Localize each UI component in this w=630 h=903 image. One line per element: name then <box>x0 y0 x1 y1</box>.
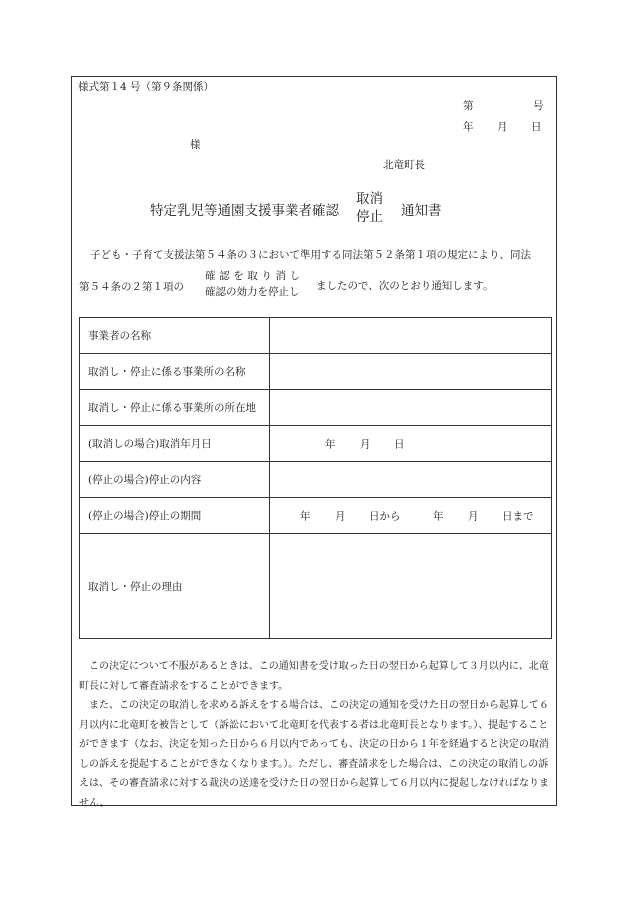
table-row <box>80 354 552 390</box>
start-month-label: 月 <box>335 510 346 522</box>
start-year-label: 年 <box>300 510 311 522</box>
suspension-period-field[interactable] <box>270 498 552 534</box>
details-table <box>79 317 552 639</box>
body-paragraph-line2-prefix: 第５４条の２第１項の <box>79 281 184 293</box>
row-label: (停止の場合)停止の期間 <box>80 498 270 534</box>
body-paragraph-line2-suffix: ましたので、次のとおり通知します。 <box>316 280 494 292</box>
end-year-label: 年 <box>433 510 444 522</box>
table-row <box>80 426 552 462</box>
document-title: 特定乳児等通園支援事業者確認 <box>150 203 339 219</box>
notice-paragraph-2: また、この決定の取消しを求める訴えをする場合は、この決定の通知を受けた日の翌日から起算して６月以内に北竜町を被告として（訴訟において北竜町を代表する者は北竜町長となります。）、提起することができます（なお、決定を知った日から６月以内であっても、決定の日から１年を経過すると決定の取消しの訴えを提起することができなくなります。）。ただし、審査請求をした場合は、この決定の取消しの訴えは、その審査請求に対する裁決の送達を受けた日の翌日から起算して６月以内に提起しなければなりません。 <box>79 700 549 809</box>
row-label: (停止の場合)停止の内容 <box>80 462 270 498</box>
row-label: 事業者の名称 <box>80 318 270 354</box>
row-label: 取消し・停止の理由 <box>80 534 270 639</box>
month-label: 月 <box>360 438 371 450</box>
business-name-field[interactable] <box>270 318 552 354</box>
facility-address-field[interactable] <box>270 390 552 426</box>
suspension-content-field[interactable] <box>270 462 552 498</box>
table-row <box>80 318 552 354</box>
table-row <box>80 534 552 639</box>
doc-number-suffix: 号 <box>533 100 544 112</box>
date-month-label: 月 <box>497 121 508 133</box>
end-month-label: 月 <box>468 510 479 522</box>
revocation-date-field[interactable] <box>270 426 552 462</box>
date-year-label: 年 <box>463 121 474 133</box>
table-row <box>80 390 552 426</box>
row-label: 取消し・停止に係る事業所の名称 <box>80 354 270 390</box>
form-id: 様式第１4 号（第９条関係） <box>78 81 215 93</box>
row-label: (取消しの場合)取消年月日 <box>80 426 270 462</box>
day-label: 日 <box>394 438 405 450</box>
year-label: 年 <box>325 438 336 450</box>
notice-paragraph-1: この決定について不服があるときは、この通知書を受け取った日の翌日から起算して３月以内に、北竜町長に対して審査請求をすることができます。 <box>79 661 549 692</box>
date-day-label: 日 <box>531 121 542 133</box>
body-paragraph-line1: 子ども・子育て支援法第５４条の３において準用する同法第５２条第１項の規定により、同法 <box>90 249 531 261</box>
body-option-revoke: 確認を取り消し <box>205 270 304 282</box>
table-row <box>80 498 552 534</box>
addressee-honorific: 様 <box>190 139 201 151</box>
end-day-label: 日まで <box>502 510 534 522</box>
reason-field[interactable] <box>270 534 552 639</box>
body-option-suspend: 確認の効力を停止し <box>205 286 300 298</box>
title-option-revoke: 取消 <box>356 191 383 207</box>
title-suffix: 通知書 <box>401 203 442 219</box>
appeal-notice <box>79 657 553 813</box>
doc-number-prefix: 第 <box>463 100 474 112</box>
row-label: 取消し・停止に係る事業所の所在地 <box>80 390 270 426</box>
facility-name-field[interactable] <box>270 354 552 390</box>
issuer-name: 北竜町長 <box>383 159 425 171</box>
title-option-suspend: 停止 <box>356 209 383 225</box>
table-row <box>80 462 552 498</box>
start-day-label: 日から <box>369 510 401 522</box>
